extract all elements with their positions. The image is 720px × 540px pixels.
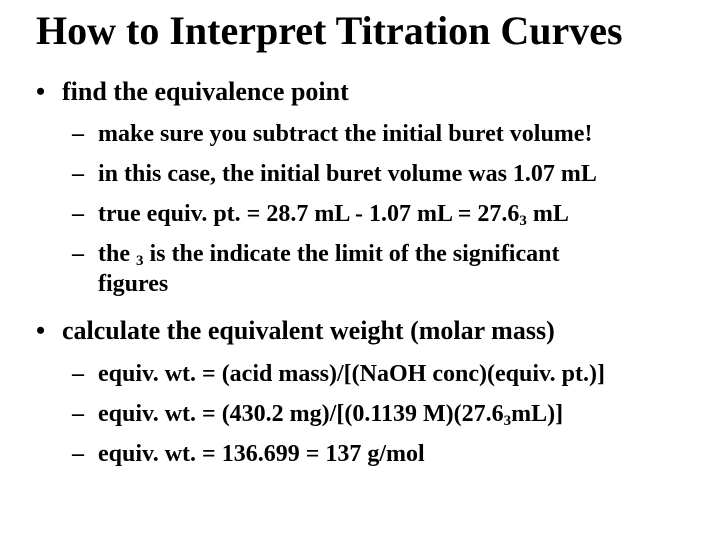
sub-item-text: equiv. wt. = (acid mass)/[(NaOH conc)(equiv. pt.)] xyxy=(98,361,605,387)
text-part: figures xyxy=(98,271,169,297)
sub-item xyxy=(72,359,605,389)
sub-item-text xyxy=(98,399,563,429)
sub-item xyxy=(72,199,569,229)
dash-icon: – xyxy=(72,121,84,147)
dash-icon: – xyxy=(72,401,84,427)
subscript: 3 xyxy=(136,253,144,269)
sub-item-text: equiv. wt. = 136.699 = 137 g/mol xyxy=(98,441,425,467)
sub-item xyxy=(72,119,592,149)
text-part: true equiv. pt. = 28.7 mL - 1.07 mL = 27.6 xyxy=(98,201,520,227)
sub-item xyxy=(72,239,559,299)
bullet-calculate-equivalent-weight xyxy=(36,316,555,346)
text-part: mL)] xyxy=(511,401,564,427)
bullet-icon: • xyxy=(36,77,46,106)
sub-item-text: make sure you subtract the initial buret volume! xyxy=(98,121,593,147)
sub-item-text: in this case, the initial buret volume was 1.07 mL xyxy=(98,161,597,187)
subscript: 3 xyxy=(519,213,527,229)
dash-icon: – xyxy=(72,361,84,387)
sub-item xyxy=(72,439,425,469)
text-part: is the indicate the limit of the significant xyxy=(143,241,560,267)
subscript: 3 xyxy=(503,413,512,429)
bullet-find-equivalence-point xyxy=(36,77,349,107)
text-part: equiv. wt. = (430.2 mg)/[(0.1139 M)(27.6 xyxy=(98,401,504,427)
sub-item xyxy=(72,159,597,189)
bullet-text: calculate the equivalent weight (molar mass) xyxy=(62,316,555,345)
sub-item-text xyxy=(98,199,569,229)
dash-icon: – xyxy=(72,161,84,187)
text-part: the xyxy=(98,241,136,267)
sub-item-text xyxy=(98,239,559,299)
bullet-icon: • xyxy=(36,316,46,345)
sub-item xyxy=(72,399,563,429)
dash-icon: – xyxy=(72,441,84,467)
text-part: mL xyxy=(526,201,569,227)
bullet-text: find the equivalence point xyxy=(62,77,349,106)
dash-icon: – xyxy=(72,201,84,227)
slide-title: How to Interpret Titration Curves xyxy=(36,8,623,53)
dash-icon: – xyxy=(72,241,84,267)
